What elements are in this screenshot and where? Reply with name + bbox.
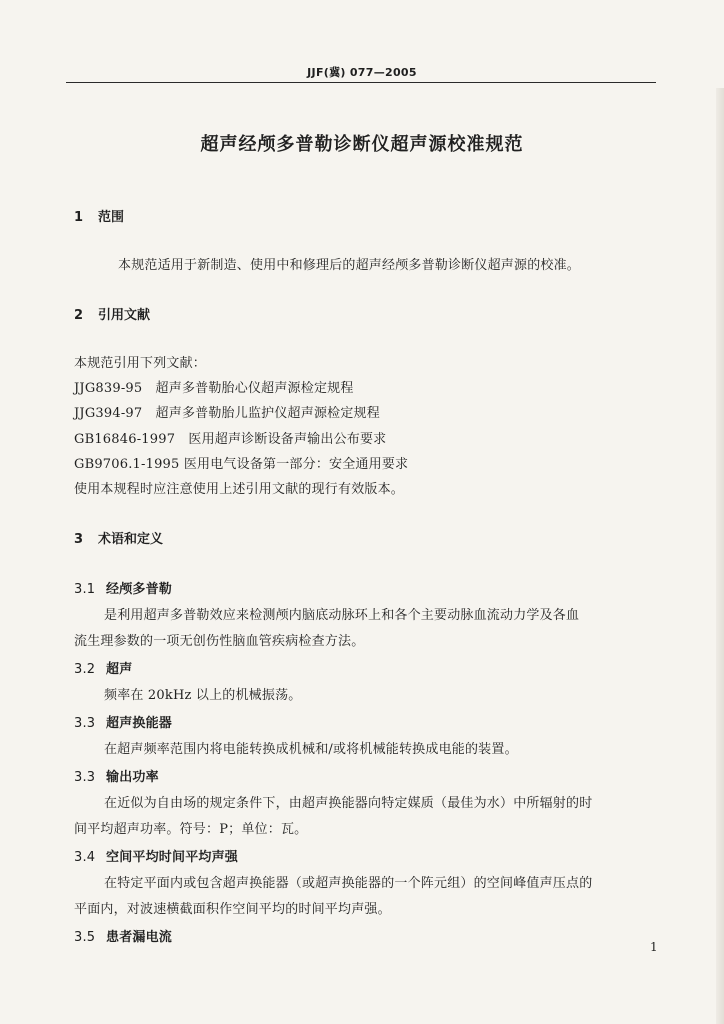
section-number: 3 [74,532,84,547]
term-definition-line: 平面内，对波速横截面积作空间平均的时间平均声强。 [74,902,391,917]
term-heading [74,578,172,597]
scope-paragraph: 本规范适用于新制造、使用中和修理后的超声经颅多普勒诊断仪超声源的校准。 [118,258,581,273]
term-definition-line: 是利用超声多普勒效应来检测颅内脑底动脉环上和各个主要动脉血流动力学及各血 [104,608,580,623]
reference-item: GB16846-1997 医用超声诊断设备声输出公布要求 [74,432,387,447]
term-number: 3.2 [74,662,96,677]
header-rule [66,82,656,83]
section-number: 2 [74,308,84,323]
term-definition-line: 频率在 20kHz 以上的机械振荡。 [104,688,302,703]
term-title: 超声换能器 [106,716,173,731]
term-number: 3.5 [74,930,96,945]
term-title: 空间平均时间平均声强 [106,850,239,865]
term-definition-line: 在超声频率范围内将电能转换成机械和/或将机械能转换成电能的装置。 [104,742,518,757]
section-heading-references [74,304,150,323]
term-heading [74,658,132,677]
term-heading [74,766,159,785]
term-definition-line: 间平均超声功率。符号：P；单位：瓦。 [74,822,308,837]
section-title: 术语和定义 [98,532,164,547]
term-heading [74,712,172,731]
section-heading-terms [74,528,163,547]
term-title: 输出功率 [106,770,159,785]
term-definition-line: 流生理参数的一项无创伤性脑血管疾病检查方法。 [74,634,365,649]
term-heading [74,926,172,945]
page-number: 1 [650,940,658,954]
term-definition-line: 在近似为自由场的规定条件下，由超声换能器向特定媒质（最佳为水）中所辐射的时 [104,796,593,811]
term-number: 3.1 [74,582,96,597]
section-heading-scope [74,206,124,225]
term-definition-line: 在特定平面内或包含超声换能器（或超声换能器的一个阵元组）的空间峰值声压点的 [104,876,593,891]
binding-edge [716,88,724,1024]
section-title: 引用文献 [98,308,151,323]
term-title: 患者漏电流 [106,930,173,945]
references-note: 使用本规程时应注意使用上述引用文献的现行有效版本。 [74,482,405,497]
term-number: 3.4 [74,850,96,865]
document-title: 超声经颅多普勒诊断仪超声源校准规范 [200,134,524,155]
reference-item: GB9706.1-1995 医用电气设备第一部分：安全通用要求 [74,457,409,472]
section-title: 范围 [98,210,125,225]
standard-code: JJF(冀) 077—2005 [307,66,417,79]
term-number: 3.3 [74,770,96,785]
reference-item: JJG839-95 超声多普勒胎心仪超声源检定规程 [74,381,354,396]
reference-item: JJG394-97 超声多普勒胎儿监护仪超声源检定规程 [74,406,380,421]
term-number: 3.3 [74,716,96,731]
references-intro: 本规范引用下列文献： [74,356,207,371]
term-title: 经颅多普勒 [106,582,173,597]
term-title: 超声 [106,662,133,677]
term-heading [74,846,238,865]
section-number: 1 [74,210,84,225]
